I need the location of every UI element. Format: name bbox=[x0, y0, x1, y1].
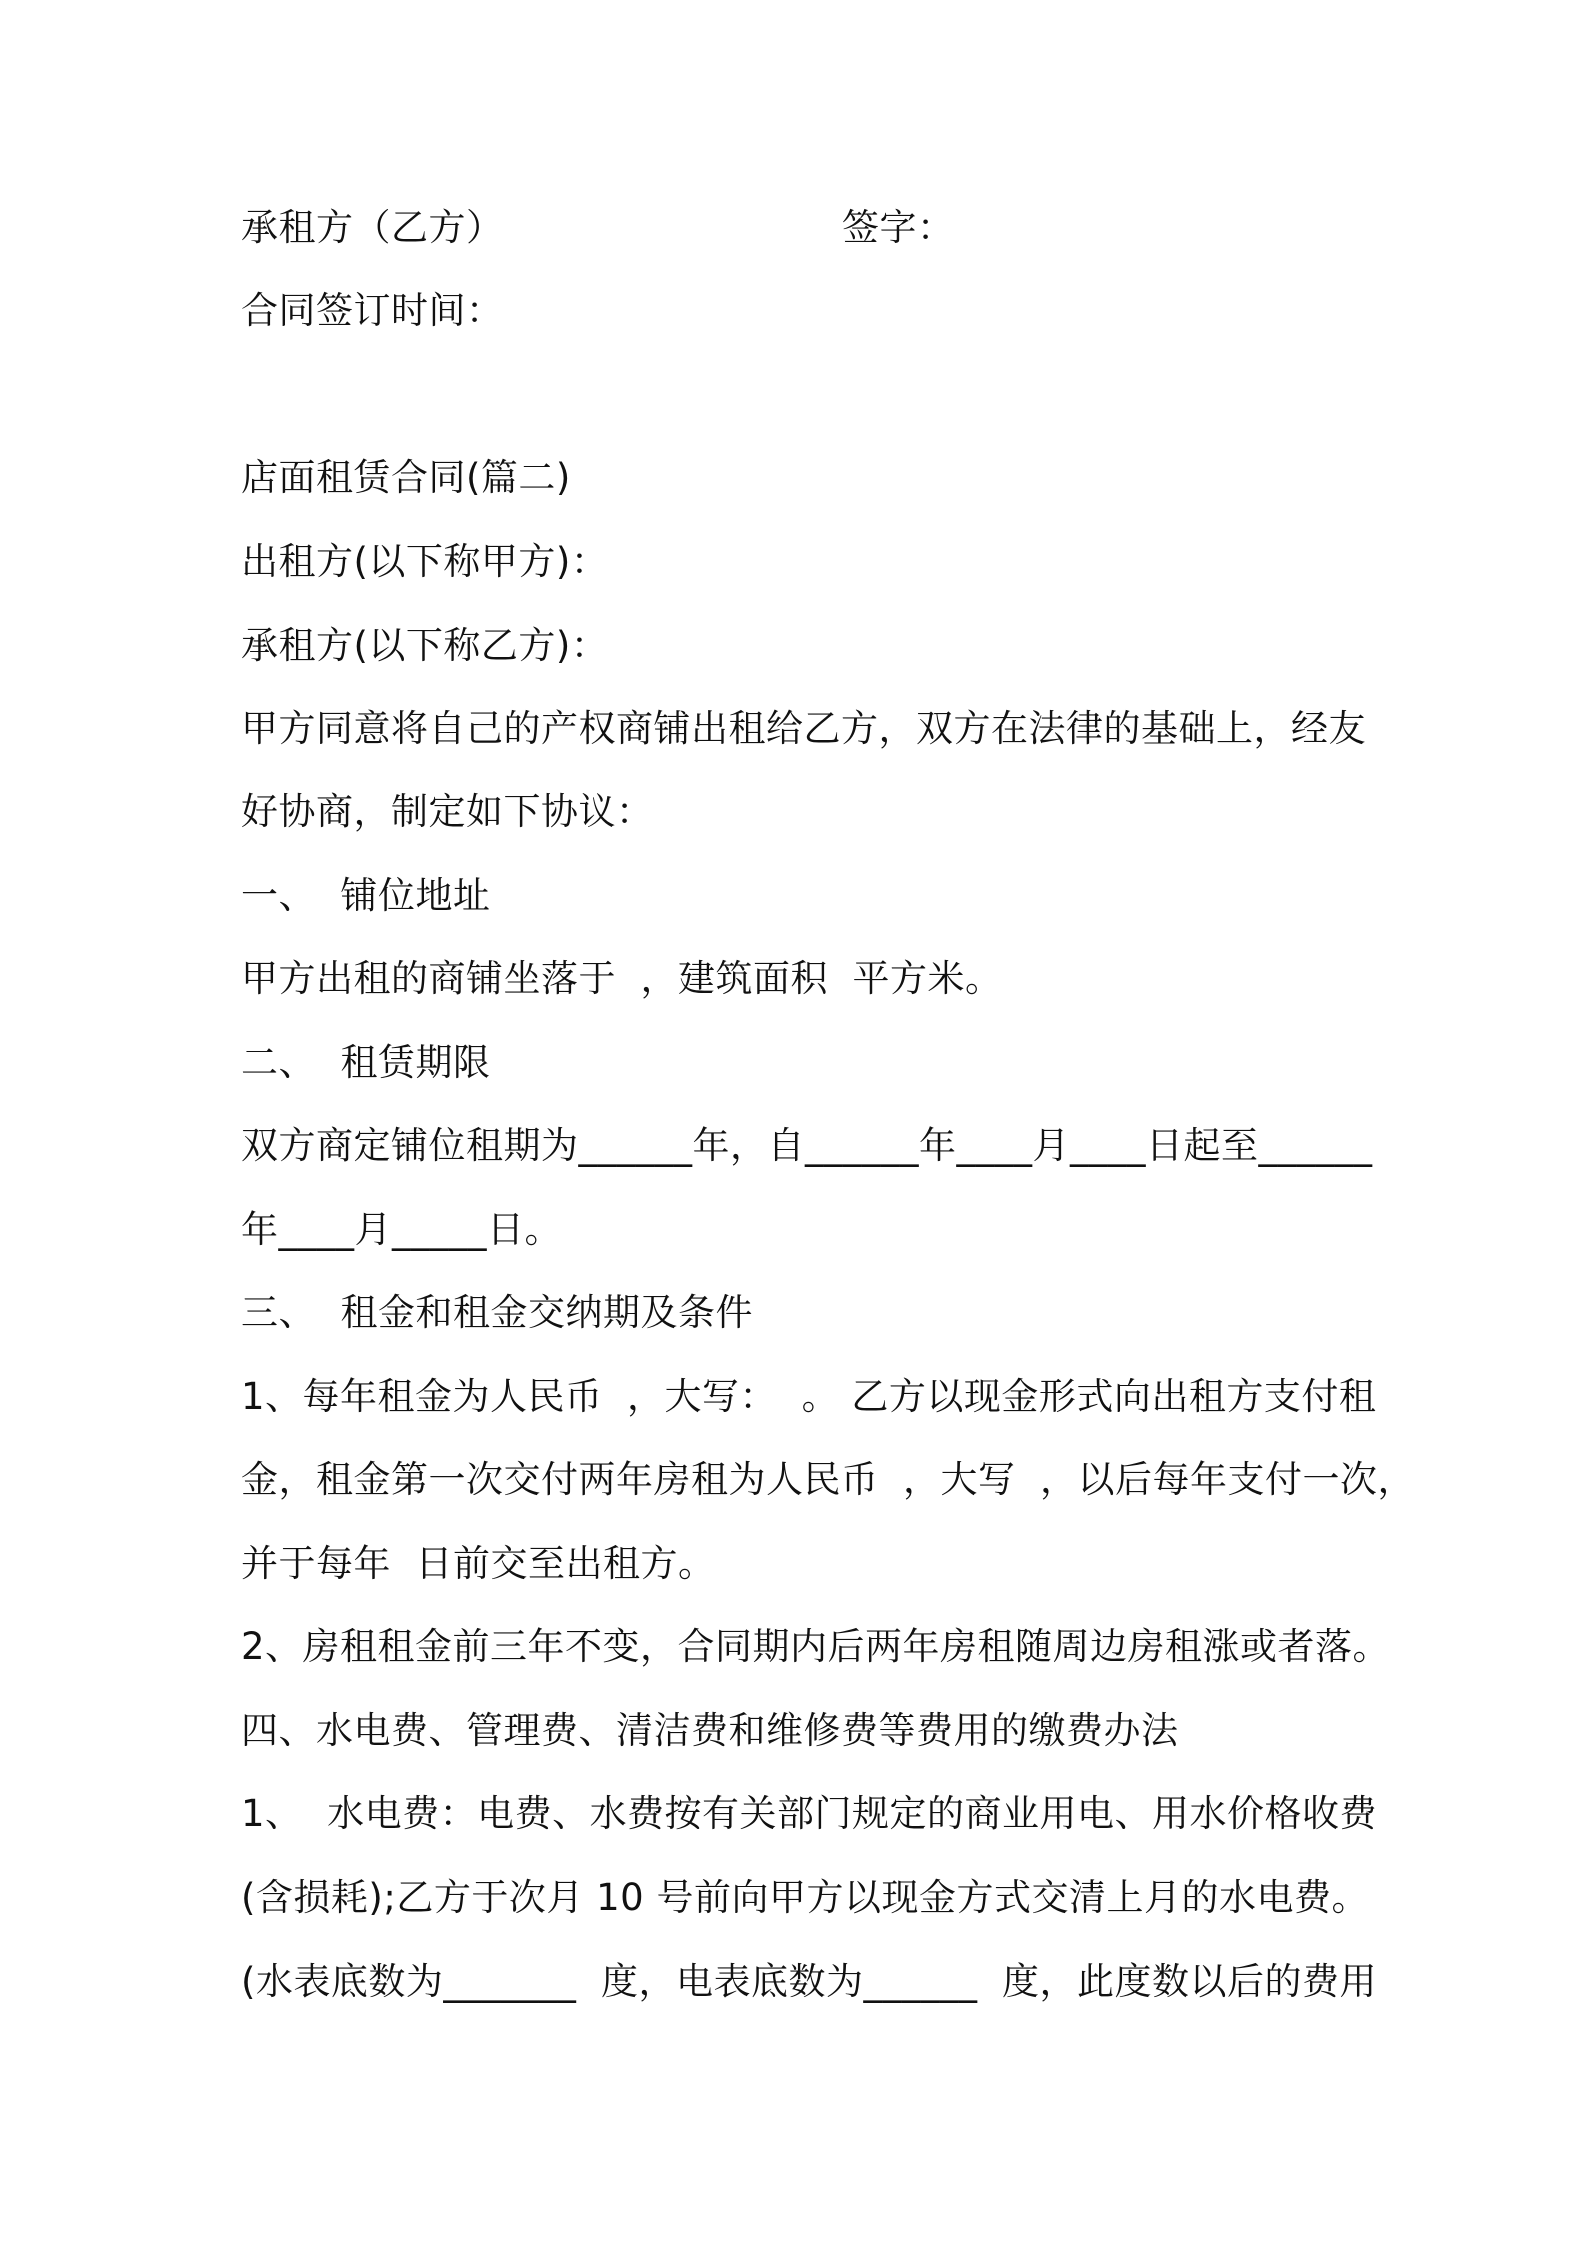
intro-line-1: 甲方同意将自己的产权商铺出租给乙方，双方在法律的基础上，经友 bbox=[241, 707, 1366, 750]
section-4-heading: 四、水电费、管理费、清洁费和维修费等费用的缴费办法 bbox=[241, 1709, 1179, 1752]
lessee-b-label: 承租方（乙方） bbox=[241, 206, 504, 249]
lessor-line: 出租方(以下称甲方)： bbox=[241, 540, 609, 583]
section-2-heading: 二、 租赁期限 bbox=[241, 1041, 491, 1084]
section-2-line-2: 年____月_____日。 bbox=[241, 1208, 562, 1251]
section-3-line-1: 1、每年租金为人民币 ，大写： 。 乙方以现金形式向出租方支付租 bbox=[241, 1375, 1377, 1418]
sign-label: 签字： bbox=[842, 206, 955, 249]
lessee-line: 承租方(以下称乙方)： bbox=[241, 624, 609, 667]
section-3-line-3: 并于每年 日前交至出租方。 bbox=[241, 1542, 716, 1585]
intro-line-2: 好协商，制定如下协议： bbox=[241, 790, 654, 833]
section-4-line-3: (水表底数为_______ 度，电表底数为______ 度，此度数以后的费用 bbox=[241, 1960, 1377, 2003]
section-4-line-2: (含损耗);乙方于次月 10 号前向甲方以现金方式交清上月的水电费。 bbox=[241, 1876, 1369, 1919]
contract-title: 店面租赁合同(篇二) bbox=[241, 456, 571, 499]
section-2-line-1: 双方商定铺位租期为______年，自______年____月____日起至______ bbox=[241, 1124, 1373, 1167]
section-3-line-2: 金，租金第一次交付两年房租为人民币 ，大写 ，以后每年支付一次， bbox=[241, 1458, 1416, 1501]
section-3-heading: 三、 租金和租金交纳期及条件 bbox=[241, 1291, 754, 1334]
section-1-line-1: 甲方出租的商铺坐落于 ，建筑面积 平方米。 bbox=[241, 957, 1003, 1000]
section-3-line-4: 2、房租租金前三年不变，合同期内后两年房租随周边房租涨或者落。 bbox=[241, 1625, 1391, 1668]
section-1-heading: 一、 铺位地址 bbox=[241, 874, 491, 917]
signing-date-label: 合同签订时间： bbox=[241, 289, 504, 332]
section-4-line-1: 1、 水电费：电费、水费按有关部门规定的商业用电、用水价格收费 bbox=[241, 1792, 1378, 1835]
